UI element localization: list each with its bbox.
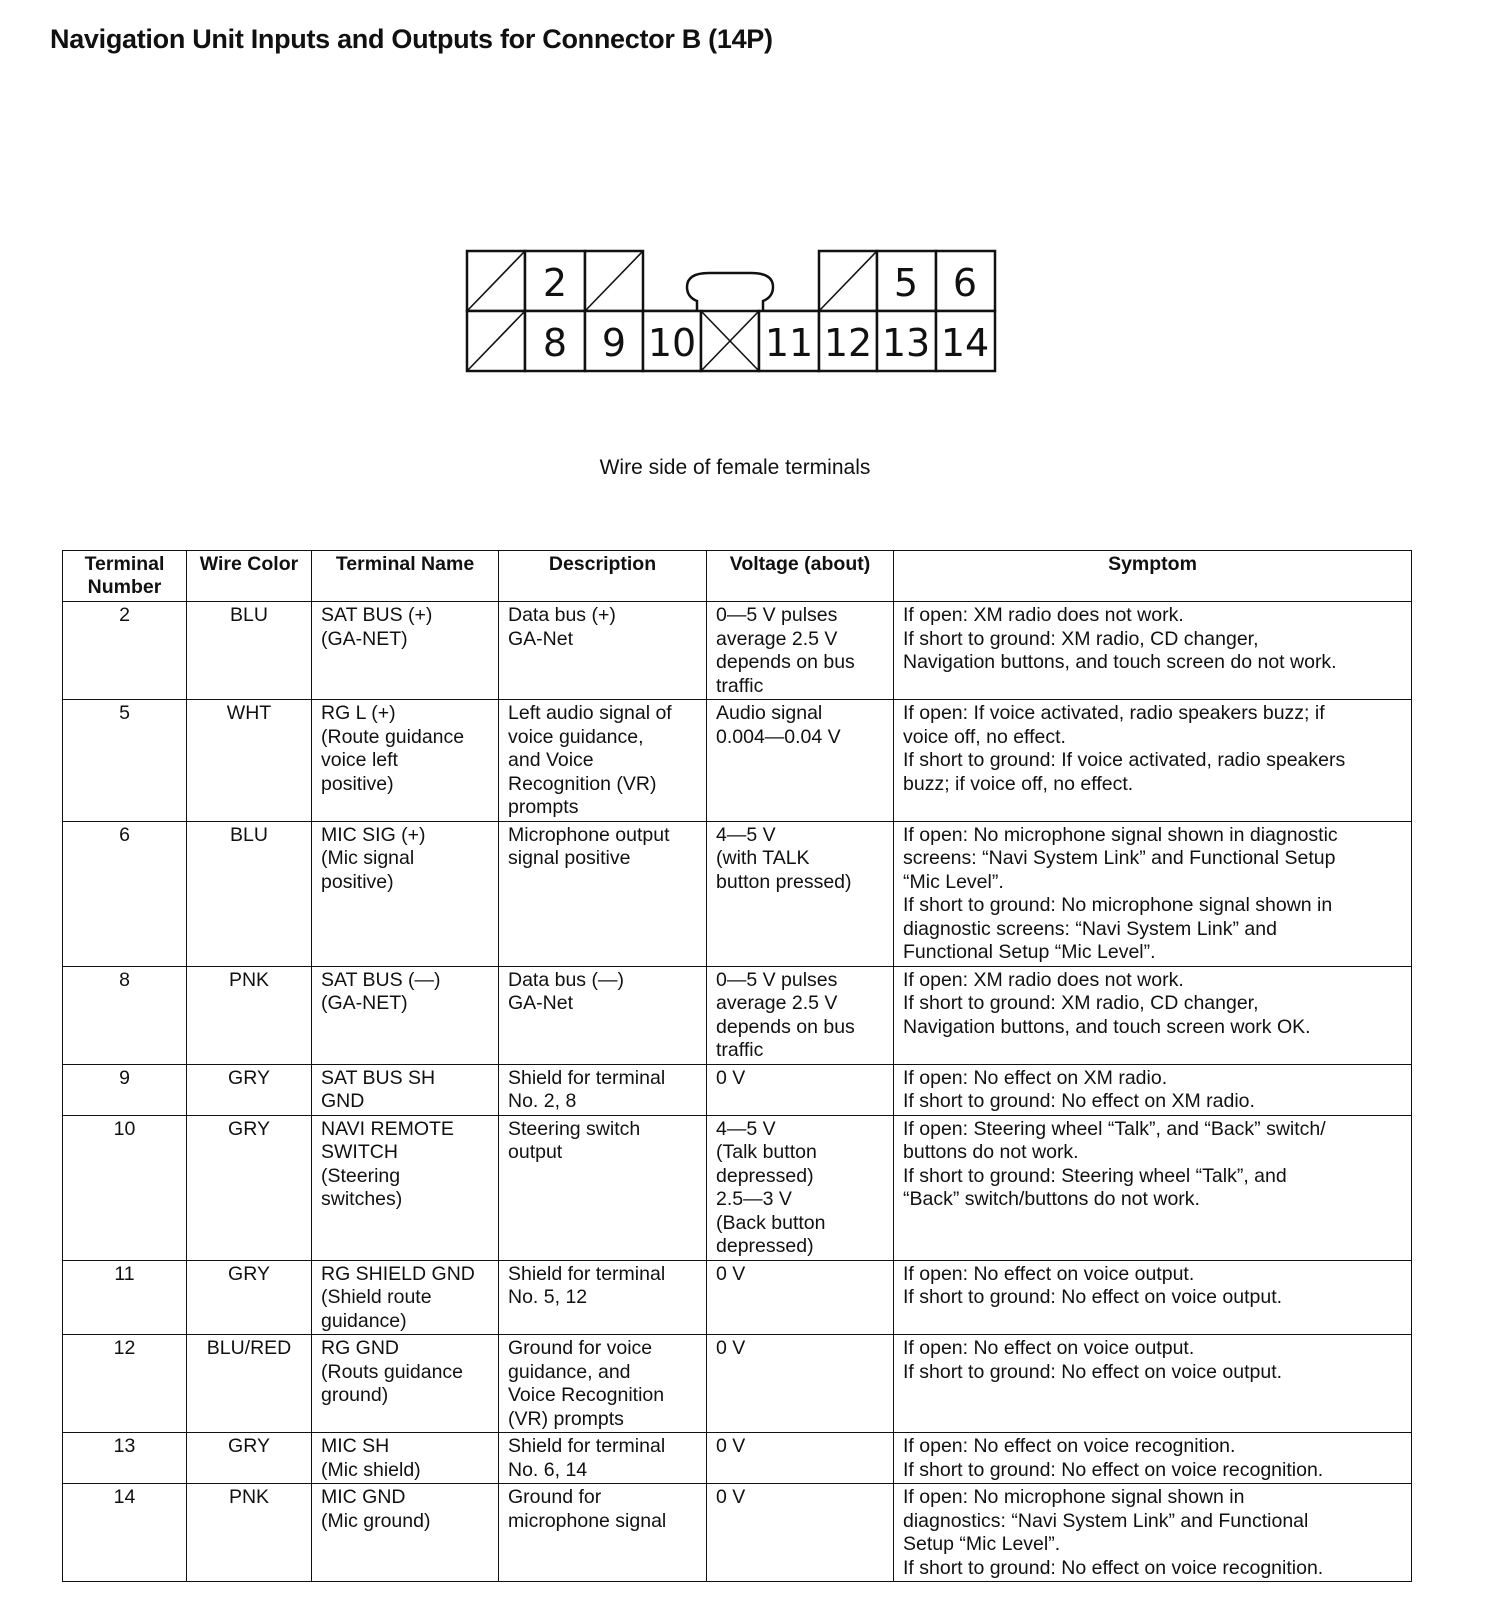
- wire-color-cell: BLU: [187, 602, 312, 700]
- table-header-row: [63, 551, 1412, 602]
- voltage-cell: 0 V: [707, 1064, 894, 1115]
- symptom-cell: If open: Steering wheel “Talk”, and “Back” switch/ buttons do not work. If short to ground: Steering wheel “Talk”, and “Back” switch/buttons do not work.: [894, 1115, 1412, 1260]
- terminal-number-cell: 13: [63, 1433, 187, 1484]
- pin-10-label: 10: [647, 321, 697, 365]
- wire-color-cell: GRY: [187, 1115, 312, 1260]
- header-terminal-name: Terminal Name: [312, 551, 499, 602]
- voltage-cell: 4—5 V (with TALK button pressed): [707, 821, 894, 966]
- pin-9-label: 9: [601, 321, 627, 365]
- table-row: [63, 1064, 1412, 1115]
- table-row: [63, 1433, 1412, 1484]
- io-table: [62, 550, 1412, 1582]
- voltage-cell: 0 V: [707, 1260, 894, 1335]
- symptom-cell: If open: No microphone signal shown in diagnostic screens: “Navi System Link” and Functional Setup “Mic Level”. If short to ground: No microphone signal shown in diagnostic screens: “Navi System Link” and Functional Setup “Mic Level”.: [894, 821, 1412, 966]
- description-cell: Steering switch output: [499, 1115, 707, 1260]
- pin-14-label: 14: [940, 321, 990, 365]
- terminal-name-cell: RG GND (Routs guidance ground): [312, 1335, 499, 1433]
- table-row: [63, 1115, 1412, 1260]
- terminal-number-cell: 9: [63, 1064, 187, 1115]
- wire-color-cell: BLU: [187, 821, 312, 966]
- header-voltage: Voltage (about): [707, 551, 894, 602]
- symptom-cell: If open: No effect on XM radio. If short to ground: No effect on XM radio.: [894, 1064, 1412, 1115]
- symptom-cell: If open: No effect on voice output. If short to ground: No effect on voice output.: [894, 1260, 1412, 1335]
- terminal-name-cell: RG L (+) (Route guidance voice left positive): [312, 700, 499, 822]
- description-cell: Shield for terminal No. 2, 8: [499, 1064, 707, 1115]
- description-cell: Microphone output signal positive: [499, 821, 707, 966]
- voltage-cell: 0 V: [707, 1484, 894, 1582]
- terminal-name-cell: RG SHIELD GND (Shield route guidance): [312, 1260, 499, 1335]
- terminal-number-cell: 14: [63, 1484, 187, 1582]
- terminal-name-cell: MIC GND (Mic ground): [312, 1484, 499, 1582]
- terminal-number-cell: 11: [63, 1260, 187, 1335]
- voltage-cell: 0—5 V pulses average 2.5 V depends on bus traffic: [707, 602, 894, 700]
- header-terminal-number: Terminal Number: [63, 551, 187, 602]
- table-row: [63, 700, 1412, 822]
- pin-12-label: 12: [823, 321, 873, 365]
- wire-color-cell: GRY: [187, 1260, 312, 1335]
- voltage-cell: 0 V: [707, 1335, 894, 1433]
- wire-color-cell: GRY: [187, 1064, 312, 1115]
- description-cell: Left audio signal of voice guidance, and Voice Recognition (VR) prompts: [499, 700, 707, 822]
- connector-caption: Wire side of female terminals: [599, 456, 871, 479]
- terminal-number-cell: 10: [63, 1115, 187, 1260]
- symptom-cell: If open: XM radio does not work. If short to ground: XM radio, CD changer, Navigation buttons, and touch screen do not work.: [894, 602, 1412, 700]
- voltage-cell: Audio signal 0.004—0.04 V: [707, 700, 894, 822]
- wire-color-cell: PNK: [187, 1484, 312, 1582]
- header-symptom: Symptom: [894, 551, 1412, 602]
- symptom-cell: If open: XM radio does not work. If short to ground: XM radio, CD changer, Navigation buttons, and touch screen work OK.: [894, 966, 1412, 1064]
- terminal-name-cell: MIC SIG (+) (Mic signal positive): [312, 821, 499, 966]
- terminal-number-cell: 8: [63, 966, 187, 1064]
- wire-color-cell: WHT: [187, 700, 312, 822]
- header-wire-color: Wire Color: [187, 551, 312, 602]
- symptom-cell: If open: No effect on voice output. If short to ground: No effect on voice output.: [894, 1335, 1412, 1433]
- table-row: [63, 821, 1412, 966]
- terminal-number-cell: 6: [63, 821, 187, 966]
- table-row: [63, 966, 1412, 1064]
- pin-8-label: 8: [542, 321, 568, 365]
- symptom-cell: If open: If voice activated, radio speakers buzz; if voice off, no effect. If short to ground: If voice activated, radio speakers buzz; if voice off, no effect.: [894, 700, 1412, 822]
- connector-lock-tab: [643, 273, 819, 311]
- description-cell: Data bus (+) GA-Net: [499, 602, 707, 700]
- pin-11-label: 11: [764, 321, 814, 365]
- description-cell: Shield for terminal No. 6, 14: [499, 1433, 707, 1484]
- terminal-name-cell: SAT BUS SH GND: [312, 1064, 499, 1115]
- wire-color-cell: GRY: [187, 1433, 312, 1484]
- table-row: [63, 1484, 1412, 1582]
- wire-color-cell: BLU/RED: [187, 1335, 312, 1433]
- pin-6-label: 6: [952, 261, 978, 305]
- voltage-cell: 0—5 V pulses average 2.5 V depends on bus traffic: [707, 966, 894, 1064]
- terminal-number-cell: 5: [63, 700, 187, 822]
- voltage-cell: 4—5 V (Talk button depressed) 2.5—3 V (Back button depressed): [707, 1115, 894, 1260]
- terminal-number-cell: 2: [63, 602, 187, 700]
- terminal-name-cell: SAT BUS (+) (GA-NET): [312, 602, 499, 700]
- terminal-name-cell: SAT BUS (—) (GA-NET): [312, 966, 499, 1064]
- description-cell: Shield for terminal No. 5, 12: [499, 1260, 707, 1335]
- pin-13-label: 13: [881, 321, 931, 365]
- wire-color-cell: PNK: [187, 966, 312, 1064]
- symptom-cell: If open: No microphone signal shown in diagnostics: “Navi System Link” and Functional Setup “Mic Level”. If short to ground: No effect on voice recognition.: [894, 1484, 1412, 1582]
- terminal-name-cell: MIC SH (Mic shield): [312, 1433, 499, 1484]
- description-cell: Data bus (—) GA-Net: [499, 966, 707, 1064]
- connector-diagram: [465, 249, 997, 373]
- table-row: [63, 602, 1412, 700]
- table-row: [63, 1260, 1412, 1335]
- symptom-cell: If open: No effect on voice recognition. If short to ground: No effect on voice recognition.: [894, 1433, 1412, 1484]
- pin-5-label: 5: [893, 261, 919, 305]
- description-cell: Ground for microphone signal: [499, 1484, 707, 1582]
- table-row: [63, 1335, 1412, 1433]
- description-cell: Ground for voice guidance, and Voice Recognition (VR) prompts: [499, 1335, 707, 1433]
- pin-2-label: 2: [542, 261, 568, 305]
- page-title: Navigation Unit Inputs and Outputs for Connector B (14P): [50, 24, 773, 54]
- terminal-name-cell: NAVI REMOTE SWITCH (Steering switches): [312, 1115, 499, 1260]
- voltage-cell: 0 V: [707, 1433, 894, 1484]
- terminal-number-cell: 12: [63, 1335, 187, 1433]
- header-description: Description: [499, 551, 707, 602]
